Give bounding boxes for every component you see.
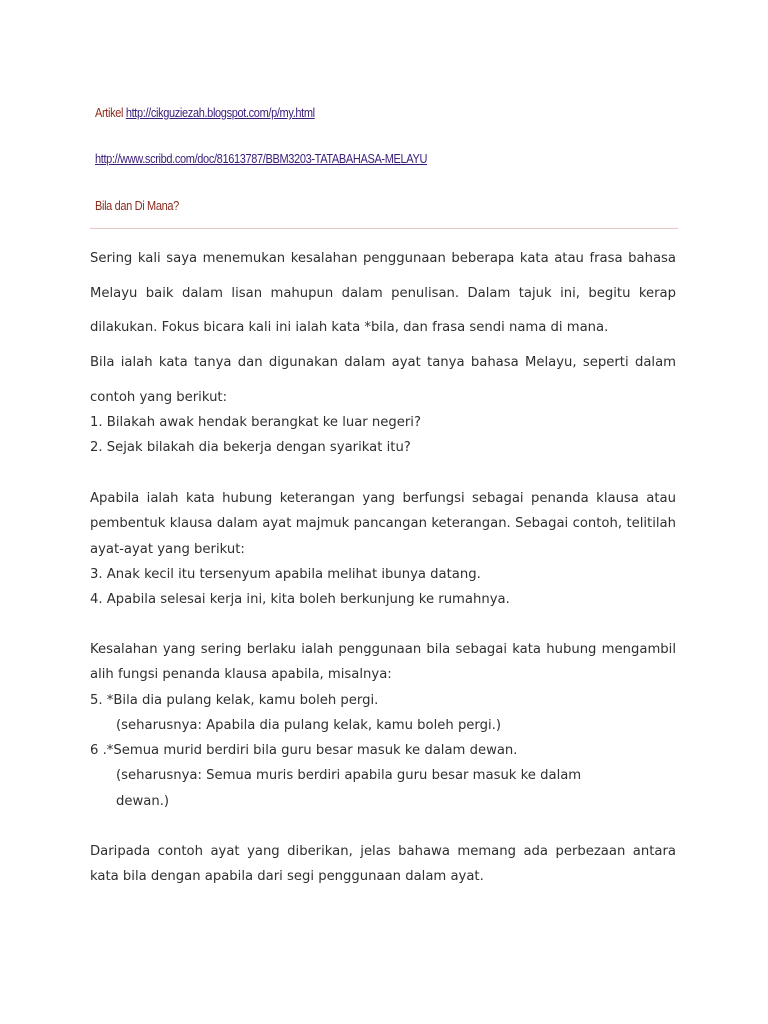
para1-line: Sering kali saya menemukan kesalahan penggunaan beberapa kata atau frasa bahasa bbox=[90, 251, 676, 266]
scribd-line bbox=[95, 152, 427, 166]
example-item: 5. *Bila dia pulang kelak, kamu boleh pergi. bbox=[90, 693, 379, 708]
example-correction: (seharusnya: Semua muris berdiri apabila guru besar masuk ke dalam bbox=[116, 768, 582, 783]
scribd-link[interactable]: http://www.scribd.com/doc/81613787/BBM3203-TATABAHASA-MELAYU bbox=[95, 152, 428, 166]
example-item: 2. Sejak bilakah dia bekerja dengan syarikat itu? bbox=[90, 440, 411, 455]
article-label: Artikel bbox=[95, 106, 124, 120]
example-correction: (seharusnya: Apabila dia pulang kelak, kamu boleh pergi.) bbox=[116, 718, 501, 733]
example-item: 3. Anak kecil itu tersenyum apabila melihat ibunya datang. bbox=[90, 567, 481, 582]
para3-line: Apabila ialah kata hubung keterangan yang berfungsi sebagai penanda klausa atau bbox=[90, 491, 676, 506]
para2-line: Bila ialah kata tanya dan digunakan dalam ayat tanya bahasa Melayu, seperti dalam bbox=[90, 355, 676, 370]
article-line bbox=[95, 106, 315, 120]
para5-line: Daripada contoh ayat yang diberikan, jelas bahawa memang ada perbezaan antara bbox=[90, 844, 676, 859]
para3-line: pembentuk klausa dalam ayat majmuk pancangan keterangan. Sebagai contoh, telitilah bbox=[90, 516, 676, 531]
para5-line: kata bila dengan apabila dari segi penggunaan dalam ayat. bbox=[90, 869, 484, 884]
para3-line: ayat-ayat yang berikut: bbox=[90, 542, 245, 557]
para4-line: alih fungsi penanda klausa apabila, misalnya: bbox=[90, 667, 392, 682]
example-item: 1. Bilakah awak hendak berangkat ke luar negeri? bbox=[90, 415, 421, 430]
example-item: 6 .*Semua murid berdiri bila guru besar masuk ke dalam dewan. bbox=[90, 743, 518, 758]
example-item: 4. Apabila selesai kerja ini, kita boleh berkunjung ke rumahnya. bbox=[90, 592, 510, 607]
para4-line: Kesalahan yang sering berlaku ialah penggunaan bila sebagai kata hubung mengambil bbox=[90, 642, 676, 657]
para1-line: dilakukan. Fokus bicara kali ini ialah kata *bila, dan frasa sendi nama di mana. bbox=[90, 320, 609, 335]
example-correction: dewan.) bbox=[116, 794, 170, 809]
section-title: Bila dan Di Mana? bbox=[95, 199, 179, 213]
divider bbox=[90, 228, 678, 229]
para1-line: Melayu baik dalam lisan mahupun dalam penulisan. Dalam tajuk ini, begitu kerap bbox=[90, 286, 676, 301]
article-link[interactable]: http://cikguziezah.blogspot.com/p/my.html bbox=[125, 106, 315, 120]
para2-line: contoh yang berikut: bbox=[90, 390, 228, 405]
